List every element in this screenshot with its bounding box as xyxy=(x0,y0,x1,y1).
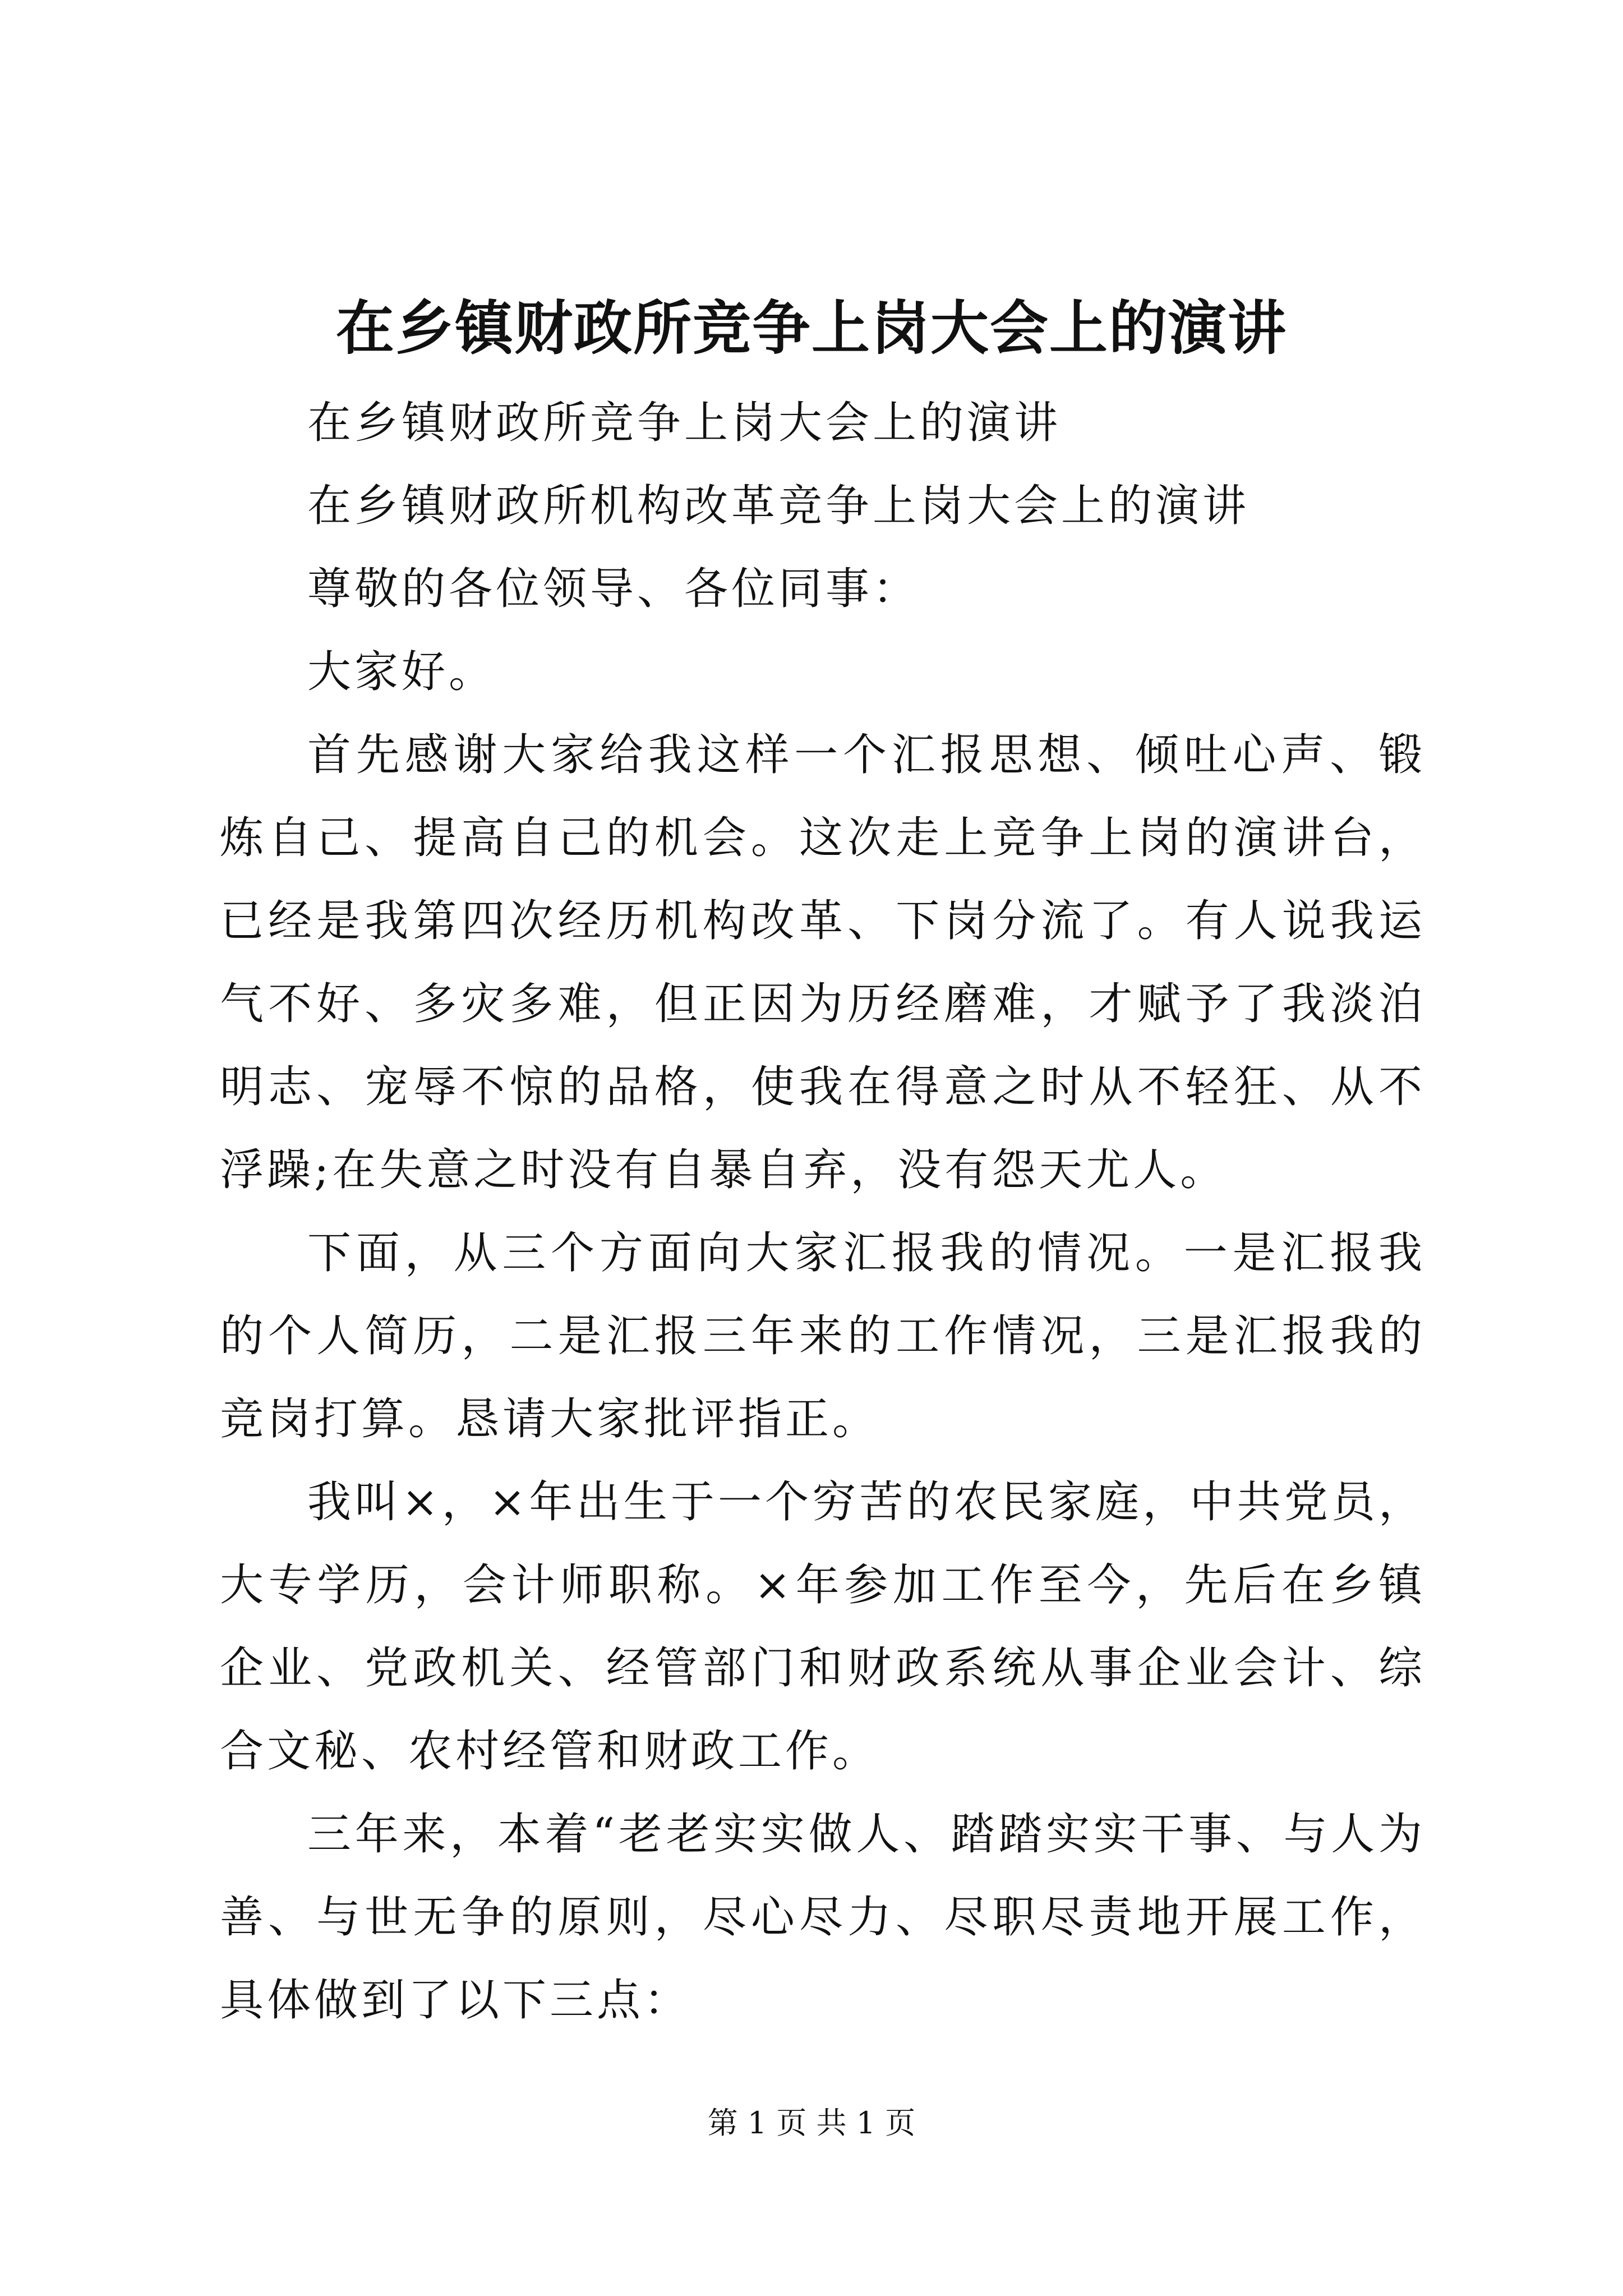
paragraph: 我叫×，×年出生于一个穷苦的农民家庭，中共党员，大专学历，会计师职称。×年参加工作至今，先后在乡镇企业、党政机关、经管部门和财政系统从事企业会计、综合文秘、农村经管和财政工作。 xyxy=(220,1477,1426,1777)
document-body xyxy=(220,381,1426,2042)
document-title: 在乡镇财政所竞争上岗大会上的演讲 xyxy=(335,293,1287,362)
paragraph: 大家好。 xyxy=(307,647,496,697)
page-footer: 第 1 页 共 1 页 xyxy=(707,2105,916,2141)
paragraph: 下面，从三个方面向大家汇报我的情况。一是汇报我的个人简历，二是汇报三年来的工作情况，三是汇报我的竞岗打算。恳请大家批评指正。 xyxy=(220,1228,1426,1444)
paragraph: 尊敬的各位领导、各位同事： xyxy=(307,564,920,614)
paragraph: 首先感谢大家给我这样一个汇报思想、倾吐心声、锻炼自己、提高自己的机会。这次走上竞争上岗的演讲台，已经是我第四次经历机构改革、下岗分流了。有人说我运气不好、多灾多难，但正因为历经磨难，才赋予了我淡泊明志、宠辱不惊的品格，使我在得意之时从不轻狂、从不浮躁;在失意之时没有自暴自弃，没有怨天尤人。 xyxy=(220,730,1426,1195)
paragraph: 三年来，本着“老老实实做人、踏踏实实干事、与人为善、与世无争的原则，尽心尽力、尽职尽责地开展工作，具体做到了以下三点： xyxy=(220,1809,1426,2026)
paragraph: 在乡镇财政所竞争上岗大会上的演讲 xyxy=(307,398,1062,448)
paragraph: 在乡镇财政所机构改革竞争上岗大会上的演讲 xyxy=(307,481,1250,531)
